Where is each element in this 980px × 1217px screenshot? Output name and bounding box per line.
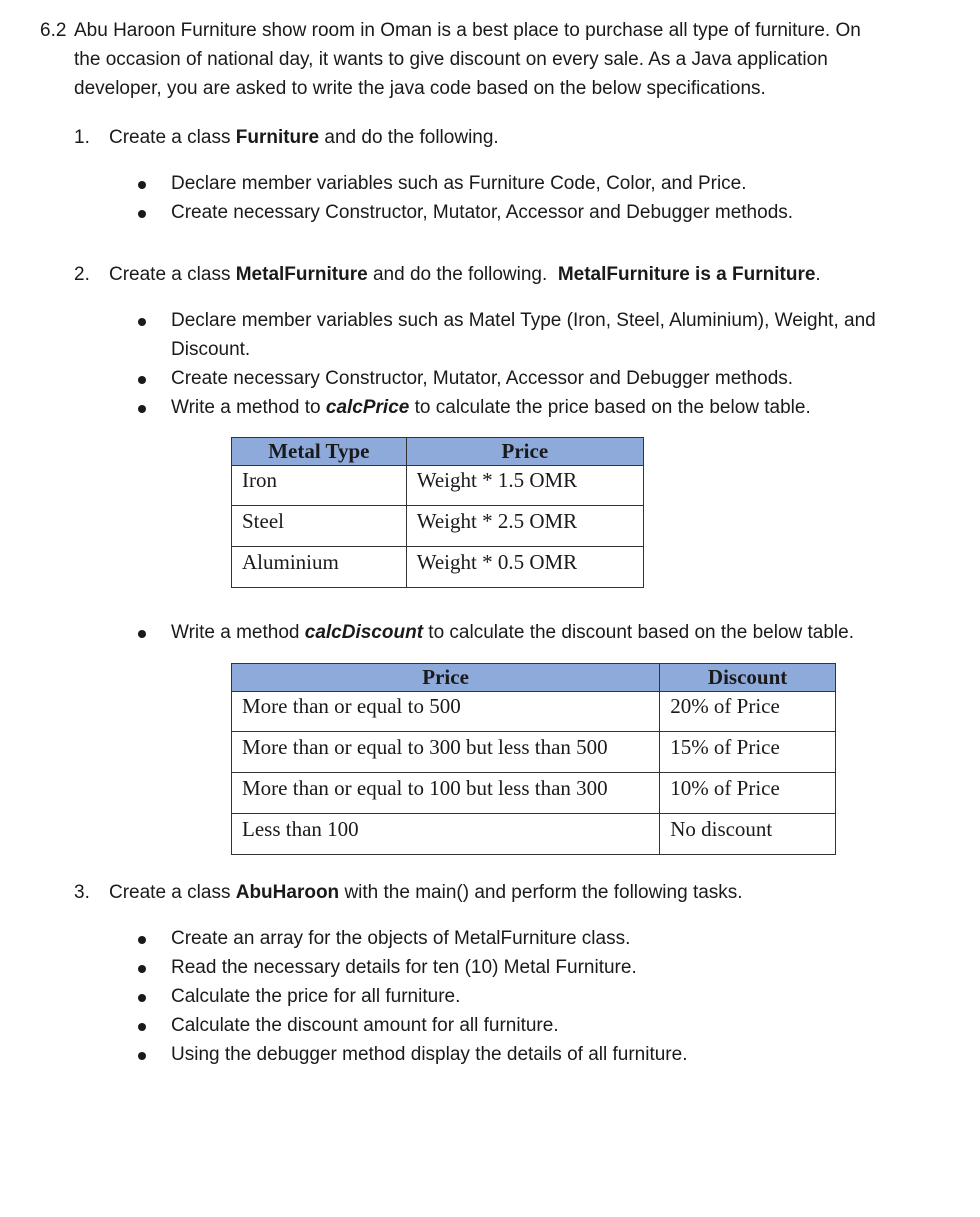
step-1-text-end: and do the following. [319,127,499,148]
question-intro [40,16,920,103]
list-item [134,1040,924,1069]
table-row [232,506,644,547]
step-2-bullet-discount [134,618,924,647]
table-cell: Weight * 0.5 OMR [406,547,643,588]
bullet-icon [138,210,146,218]
step-3-bullets [134,924,924,1069]
table-row [232,773,836,814]
list-item-text: Calculate the discount amount for all furniture. [171,1015,559,1036]
table-header-cell: Discount [660,664,836,692]
bullet-icon [138,181,146,189]
step-2-heading [74,262,821,288]
bullet-icon [138,965,146,973]
step-1-class-name: Furniture [235,127,320,148]
bullet-icon [138,1052,146,1060]
table-cell: Weight * 2.5 OMR [406,506,643,547]
step-1-bullets [134,169,924,227]
table-cell: More than or equal to 100 but less than 300 [232,773,660,814]
list-item [134,924,924,953]
list-item-text: Using the debugger method display the details of all furniture. [171,1044,688,1065]
discount-table [231,663,836,855]
table-cell: 10% of Price [660,773,836,814]
bullet-icon [138,630,146,638]
step-1-heading [74,125,499,151]
table-header-cell: Price [232,664,660,692]
step-2-bullets [134,306,924,422]
list-item [134,618,924,647]
list-item [134,982,924,1011]
bullet-icon [138,1023,146,1031]
table-cell: 15% of Price [660,732,836,773]
price-table [231,437,644,588]
list-item-text: Declare member variables such as Matel Type (Iron, Steel, Aluminium), Weight, and [171,310,876,331]
table-header-cell: Metal Type [232,438,407,466]
list-item [134,393,924,422]
list-item-text: Calculate the price for all furniture. [171,986,461,1007]
step-2-class-name: MetalFurniture [235,264,368,285]
table-header-cell: Price [406,438,643,466]
list-item-text-end: to calculate the discount based on the below table. [423,622,854,643]
table-cell: Aluminium [232,547,407,588]
table-row [232,732,836,773]
bullet-icon [138,318,146,326]
list-item [134,1011,924,1040]
step-2-number: 2. [74,264,90,285]
list-item-text: Write a method to [171,397,326,418]
step-1-number: 1. [74,127,90,148]
step-2-text-end: . [815,264,821,285]
step-1-text: Create a class [109,127,236,148]
table-cell: No discount [660,814,836,855]
list-item-text: Write a method [171,622,305,643]
table-header-row [232,438,644,466]
table-row [232,466,644,506]
bullet-icon [138,376,146,384]
list-item [134,169,924,198]
list-item-text: Create necessary Constructor, Mutator, Accessor and Debugger methods. [171,368,794,389]
table-row [232,547,644,588]
step-3-text: Create a class [109,882,236,903]
intro-line-1: Abu Haroon Furniture show room in Oman is a best place to purchase all type of furniture. On [74,20,861,41]
list-item-text: Read the necessary details for ten (10) Metal Furniture. [171,957,637,978]
intro-line-2: the occasion of national day, it wants to give discount on every sale. As a Java application [74,49,828,70]
table-cell: 20% of Price [660,692,836,732]
step-2-inheritance: MetalFurniture is a Furniture [557,264,816,285]
list-item-text-cont: Discount. [171,339,251,360]
question-number: 6.2 [40,20,67,41]
table-header-row [232,664,836,692]
step-3-heading [74,880,743,906]
bullet-icon [138,994,146,1002]
method-name: calcPrice [325,397,410,418]
table-row [232,814,836,855]
list-item-text: Create an array for the objects of MetalFurniture class. [171,928,631,949]
table-cell: Less than 100 [232,814,660,855]
bullet-icon [138,405,146,413]
step-2-text: Create a class [109,264,236,285]
list-item [134,306,924,364]
list-item [134,198,924,227]
table-cell: Weight * 1.5 OMR [406,466,643,506]
step-3-class-name: AbuHaroon [235,882,340,903]
step-3-number: 3. [74,882,90,903]
list-item-text-end: to calculate the price based on the below table. [409,397,811,418]
list-item [134,364,924,393]
list-item-text: Create necessary Constructor, Mutator, Accessor and Debugger methods. [171,202,794,223]
table-cell: More than or equal to 500 [232,692,660,732]
table-cell: Iron [232,466,407,506]
step-3-text-end: with the main() and perform the following tasks. [339,882,743,903]
table-cell: More than or equal to 300 but less than 500 [232,732,660,773]
table-cell: Steel [232,506,407,547]
bullet-icon [138,936,146,944]
step-2-text-mid: and do the following. [367,264,558,285]
method-name: calcDiscount [304,622,424,643]
intro-line-3: developer, you are asked to write the java code based on the below specifications. [74,78,766,99]
list-item-text: Declare member variables such as Furniture Code, Color, and Price. [171,173,747,194]
table-row [232,692,836,732]
list-item [134,953,924,982]
